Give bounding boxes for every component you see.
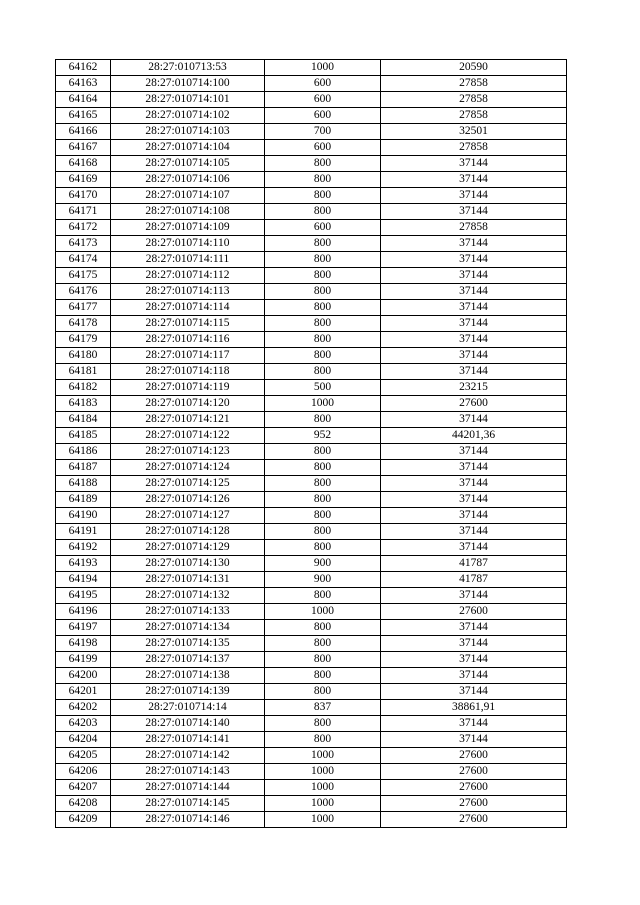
table-row <box>56 396 567 412</box>
cadastral-number-cell: 28:27:010714:122 <box>111 428 265 444</box>
table-row <box>56 732 567 748</box>
cadastral-number-cell: 28:27:010714:109 <box>111 220 265 236</box>
table-row <box>56 316 567 332</box>
table-row <box>56 284 567 300</box>
area-cell: 800 <box>265 332 381 348</box>
record-id-cell: 64162 <box>56 60 111 76</box>
area-cell: 800 <box>265 316 381 332</box>
cadastral-number-cell: 28:27:010714:118 <box>111 364 265 380</box>
table-row <box>56 444 567 460</box>
cadastral-number-cell: 28:27:010714:142 <box>111 748 265 764</box>
value-cell: 38861,91 <box>381 700 567 716</box>
value-cell: 27858 <box>381 220 567 236</box>
record-id-cell: 64176 <box>56 284 111 300</box>
area-cell: 1000 <box>265 812 381 828</box>
table-row <box>56 652 567 668</box>
cadastral-number-cell: 28:27:010714:128 <box>111 524 265 540</box>
table-row <box>56 620 567 636</box>
cadastral-number-cell: 28:27:010714:108 <box>111 204 265 220</box>
record-id-cell: 64181 <box>56 364 111 380</box>
value-cell: 37144 <box>381 412 567 428</box>
area-cell: 800 <box>265 444 381 460</box>
area-cell: 1000 <box>265 60 381 76</box>
area-cell: 1000 <box>265 796 381 812</box>
cadastral-number-cell: 28:27:010714:111 <box>111 252 265 268</box>
cadastral-number-cell: 28:27:010714:104 <box>111 140 265 156</box>
value-cell: 27600 <box>381 780 567 796</box>
value-cell: 37144 <box>381 204 567 220</box>
cadastral-number-cell: 28:27:010714:101 <box>111 92 265 108</box>
record-id-cell: 64178 <box>56 316 111 332</box>
area-cell: 800 <box>265 236 381 252</box>
record-id-cell: 64183 <box>56 396 111 412</box>
record-id-cell: 64208 <box>56 796 111 812</box>
table-row <box>56 140 567 156</box>
table-row <box>56 572 567 588</box>
table-row <box>56 124 567 140</box>
value-cell: 37144 <box>381 300 567 316</box>
area-cell: 800 <box>265 156 381 172</box>
area-cell: 600 <box>265 76 381 92</box>
value-cell: 37144 <box>381 636 567 652</box>
table-row <box>56 108 567 124</box>
area-cell: 800 <box>265 172 381 188</box>
value-cell: 37144 <box>381 540 567 556</box>
cadastral-number-cell: 28:27:010714:103 <box>111 124 265 140</box>
area-cell: 800 <box>265 460 381 476</box>
record-id-cell: 64190 <box>56 508 111 524</box>
area-cell: 800 <box>265 476 381 492</box>
table-row <box>56 796 567 812</box>
value-cell: 37144 <box>381 172 567 188</box>
table-row <box>56 716 567 732</box>
table-row <box>56 812 567 828</box>
table-row <box>56 332 567 348</box>
record-id-cell: 64194 <box>56 572 111 588</box>
table-row <box>56 780 567 796</box>
cadastral-number-cell: 28:27:010714:14 <box>111 700 265 716</box>
area-cell: 800 <box>265 524 381 540</box>
table-row <box>56 460 567 476</box>
value-cell: 37144 <box>381 732 567 748</box>
record-id-cell: 64193 <box>56 556 111 572</box>
table-row <box>56 556 567 572</box>
cadastral-number-cell: 28:27:010714:126 <box>111 492 265 508</box>
record-id-cell: 64170 <box>56 188 111 204</box>
record-id-cell: 64200 <box>56 668 111 684</box>
record-id-cell: 64174 <box>56 252 111 268</box>
cadastral-number-cell: 28:27:010714:117 <box>111 348 265 364</box>
cadastral-number-cell: 28:27:010714:138 <box>111 668 265 684</box>
table-row <box>56 380 567 396</box>
area-cell: 900 <box>265 572 381 588</box>
area-cell: 800 <box>265 636 381 652</box>
value-cell: 27600 <box>381 396 567 412</box>
cadastral-number-cell: 28:27:010714:123 <box>111 444 265 460</box>
record-id-cell: 64205 <box>56 748 111 764</box>
registry-table <box>55 59 567 828</box>
table-row <box>56 76 567 92</box>
record-id-cell: 64202 <box>56 700 111 716</box>
table-row <box>56 476 567 492</box>
area-cell: 800 <box>265 492 381 508</box>
area-cell: 1000 <box>265 748 381 764</box>
area-cell: 700 <box>265 124 381 140</box>
cadastral-number-cell: 28:27:010714:119 <box>111 380 265 396</box>
record-id-cell: 64168 <box>56 156 111 172</box>
value-cell: 37144 <box>381 284 567 300</box>
record-id-cell: 64195 <box>56 588 111 604</box>
area-cell: 800 <box>265 300 381 316</box>
cadastral-number-cell: 28:27:010713:53 <box>111 60 265 76</box>
area-cell: 800 <box>265 284 381 300</box>
value-cell: 37144 <box>381 316 567 332</box>
cadastral-number-cell: 28:27:010714:131 <box>111 572 265 588</box>
record-id-cell: 64173 <box>56 236 111 252</box>
record-id-cell: 64184 <box>56 412 111 428</box>
cadastral-number-cell: 28:27:010714:133 <box>111 604 265 620</box>
area-cell: 800 <box>265 348 381 364</box>
area-cell: 600 <box>265 140 381 156</box>
cadastral-number-cell: 28:27:010714:100 <box>111 76 265 92</box>
table-row <box>56 300 567 316</box>
record-id-cell: 64163 <box>56 76 111 92</box>
area-cell: 900 <box>265 556 381 572</box>
value-cell: 27600 <box>381 604 567 620</box>
record-id-cell: 64182 <box>56 380 111 396</box>
area-cell: 837 <box>265 700 381 716</box>
registry-table-body <box>56 60 567 828</box>
record-id-cell: 64171 <box>56 204 111 220</box>
table-row <box>56 348 567 364</box>
value-cell: 27858 <box>381 108 567 124</box>
value-cell: 37144 <box>381 492 567 508</box>
value-cell: 27600 <box>381 764 567 780</box>
table-row <box>56 220 567 236</box>
table-row <box>56 764 567 780</box>
value-cell: 20590 <box>381 60 567 76</box>
value-cell: 27600 <box>381 812 567 828</box>
area-cell: 800 <box>265 364 381 380</box>
value-cell: 37144 <box>381 188 567 204</box>
value-cell: 32501 <box>381 124 567 140</box>
value-cell: 37144 <box>381 524 567 540</box>
cadastral-number-cell: 28:27:010714:144 <box>111 780 265 796</box>
value-cell: 41787 <box>381 556 567 572</box>
value-cell: 37144 <box>381 236 567 252</box>
value-cell: 37144 <box>381 652 567 668</box>
area-cell: 800 <box>265 252 381 268</box>
record-id-cell: 64186 <box>56 444 111 460</box>
cadastral-number-cell: 28:27:010714:121 <box>111 412 265 428</box>
record-id-cell: 64169 <box>56 172 111 188</box>
record-id-cell: 64192 <box>56 540 111 556</box>
cadastral-number-cell: 28:27:010714:116 <box>111 332 265 348</box>
area-cell: 800 <box>265 684 381 700</box>
record-id-cell: 64189 <box>56 492 111 508</box>
table-row <box>56 156 567 172</box>
area-cell: 800 <box>265 732 381 748</box>
record-id-cell: 64187 <box>56 460 111 476</box>
cadastral-number-cell: 28:27:010714:143 <box>111 764 265 780</box>
cadastral-number-cell: 28:27:010714:137 <box>111 652 265 668</box>
table-row <box>56 684 567 700</box>
area-cell: 800 <box>265 412 381 428</box>
record-id-cell: 64201 <box>56 684 111 700</box>
cadastral-number-cell: 28:27:010714:132 <box>111 588 265 604</box>
table-row <box>56 668 567 684</box>
cadastral-number-cell: 28:27:010714:125 <box>111 476 265 492</box>
area-cell: 800 <box>265 716 381 732</box>
record-id-cell: 64177 <box>56 300 111 316</box>
area-cell: 800 <box>265 268 381 284</box>
area-cell: 1000 <box>265 604 381 620</box>
cadastral-number-cell: 28:27:010714:107 <box>111 188 265 204</box>
record-id-cell: 64179 <box>56 332 111 348</box>
value-cell: 37144 <box>381 364 567 380</box>
value-cell: 27600 <box>381 796 567 812</box>
value-cell: 44201,36 <box>381 428 567 444</box>
table-row <box>56 636 567 652</box>
record-id-cell: 64164 <box>56 92 111 108</box>
record-id-cell: 64172 <box>56 220 111 236</box>
area-cell: 800 <box>265 508 381 524</box>
cadastral-number-cell: 28:27:010714:141 <box>111 732 265 748</box>
area-cell: 500 <box>265 380 381 396</box>
value-cell: 37144 <box>381 156 567 172</box>
table-row <box>56 588 567 604</box>
table-row <box>56 188 567 204</box>
record-id-cell: 64196 <box>56 604 111 620</box>
value-cell: 41787 <box>381 572 567 588</box>
table-row <box>56 604 567 620</box>
cadastral-number-cell: 28:27:010714:106 <box>111 172 265 188</box>
value-cell: 37144 <box>381 460 567 476</box>
table-row <box>56 204 567 220</box>
cadastral-number-cell: 28:27:010714:105 <box>111 156 265 172</box>
area-cell: 1000 <box>265 764 381 780</box>
area-cell: 952 <box>265 428 381 444</box>
record-id-cell: 64166 <box>56 124 111 140</box>
cadastral-number-cell: 28:27:010714:102 <box>111 108 265 124</box>
record-id-cell: 64191 <box>56 524 111 540</box>
table-row <box>56 748 567 764</box>
record-id-cell: 64180 <box>56 348 111 364</box>
value-cell: 37144 <box>381 268 567 284</box>
value-cell: 27858 <box>381 92 567 108</box>
value-cell: 27858 <box>381 76 567 92</box>
cadastral-number-cell: 28:27:010714:140 <box>111 716 265 732</box>
area-cell: 600 <box>265 108 381 124</box>
cadastral-number-cell: 28:27:010714:110 <box>111 236 265 252</box>
cadastral-number-cell: 28:27:010714:146 <box>111 812 265 828</box>
value-cell: 27600 <box>381 748 567 764</box>
cadastral-number-cell: 28:27:010714:145 <box>111 796 265 812</box>
area-cell: 600 <box>265 220 381 236</box>
area-cell: 800 <box>265 668 381 684</box>
cadastral-number-cell: 28:27:010714:114 <box>111 300 265 316</box>
cadastral-number-cell: 28:27:010714:135 <box>111 636 265 652</box>
cadastral-number-cell: 28:27:010714:134 <box>111 620 265 636</box>
record-id-cell: 64198 <box>56 636 111 652</box>
cadastral-number-cell: 28:27:010714:129 <box>111 540 265 556</box>
cadastral-number-cell: 28:27:010714:115 <box>111 316 265 332</box>
record-id-cell: 64204 <box>56 732 111 748</box>
value-cell: 37144 <box>381 684 567 700</box>
area-cell: 800 <box>265 540 381 556</box>
cadastral-number-cell: 28:27:010714:130 <box>111 556 265 572</box>
value-cell: 37144 <box>381 252 567 268</box>
value-cell: 37144 <box>381 588 567 604</box>
table-row <box>56 92 567 108</box>
area-cell: 800 <box>265 620 381 636</box>
record-id-cell: 64206 <box>56 764 111 780</box>
table-row <box>56 428 567 444</box>
record-id-cell: 64203 <box>56 716 111 732</box>
value-cell: 37144 <box>381 620 567 636</box>
table-row <box>56 172 567 188</box>
value-cell: 37144 <box>381 668 567 684</box>
value-cell: 37144 <box>381 716 567 732</box>
table-row <box>56 700 567 716</box>
table-row <box>56 540 567 556</box>
area-cell: 800 <box>265 188 381 204</box>
value-cell: 37144 <box>381 508 567 524</box>
record-id-cell: 64209 <box>56 812 111 828</box>
cadastral-number-cell: 28:27:010714:113 <box>111 284 265 300</box>
record-id-cell: 64175 <box>56 268 111 284</box>
table-row <box>56 236 567 252</box>
area-cell: 1000 <box>265 396 381 412</box>
value-cell: 37144 <box>381 476 567 492</box>
value-cell: 37144 <box>381 444 567 460</box>
table-row <box>56 364 567 380</box>
cadastral-number-cell: 28:27:010714:120 <box>111 396 265 412</box>
record-id-cell: 64197 <box>56 620 111 636</box>
cadastral-number-cell: 28:27:010714:127 <box>111 508 265 524</box>
value-cell: 27858 <box>381 140 567 156</box>
record-id-cell: 64199 <box>56 652 111 668</box>
cadastral-number-cell: 28:27:010714:139 <box>111 684 265 700</box>
table-row <box>56 412 567 428</box>
record-id-cell: 64167 <box>56 140 111 156</box>
table-row <box>56 268 567 284</box>
area-cell: 800 <box>265 588 381 604</box>
value-cell: 37144 <box>381 348 567 364</box>
value-cell: 23215 <box>381 380 567 396</box>
table-row <box>56 508 567 524</box>
record-id-cell: 64185 <box>56 428 111 444</box>
area-cell: 800 <box>265 204 381 220</box>
cadastral-number-cell: 28:27:010714:112 <box>111 268 265 284</box>
table-row <box>56 60 567 76</box>
table-row <box>56 492 567 508</box>
value-cell: 37144 <box>381 332 567 348</box>
record-id-cell: 64188 <box>56 476 111 492</box>
table-row <box>56 524 567 540</box>
cadastral-number-cell: 28:27:010714:124 <box>111 460 265 476</box>
area-cell: 600 <box>265 92 381 108</box>
table-row <box>56 252 567 268</box>
record-id-cell: 64165 <box>56 108 111 124</box>
area-cell: 800 <box>265 652 381 668</box>
area-cell: 1000 <box>265 780 381 796</box>
record-id-cell: 64207 <box>56 780 111 796</box>
